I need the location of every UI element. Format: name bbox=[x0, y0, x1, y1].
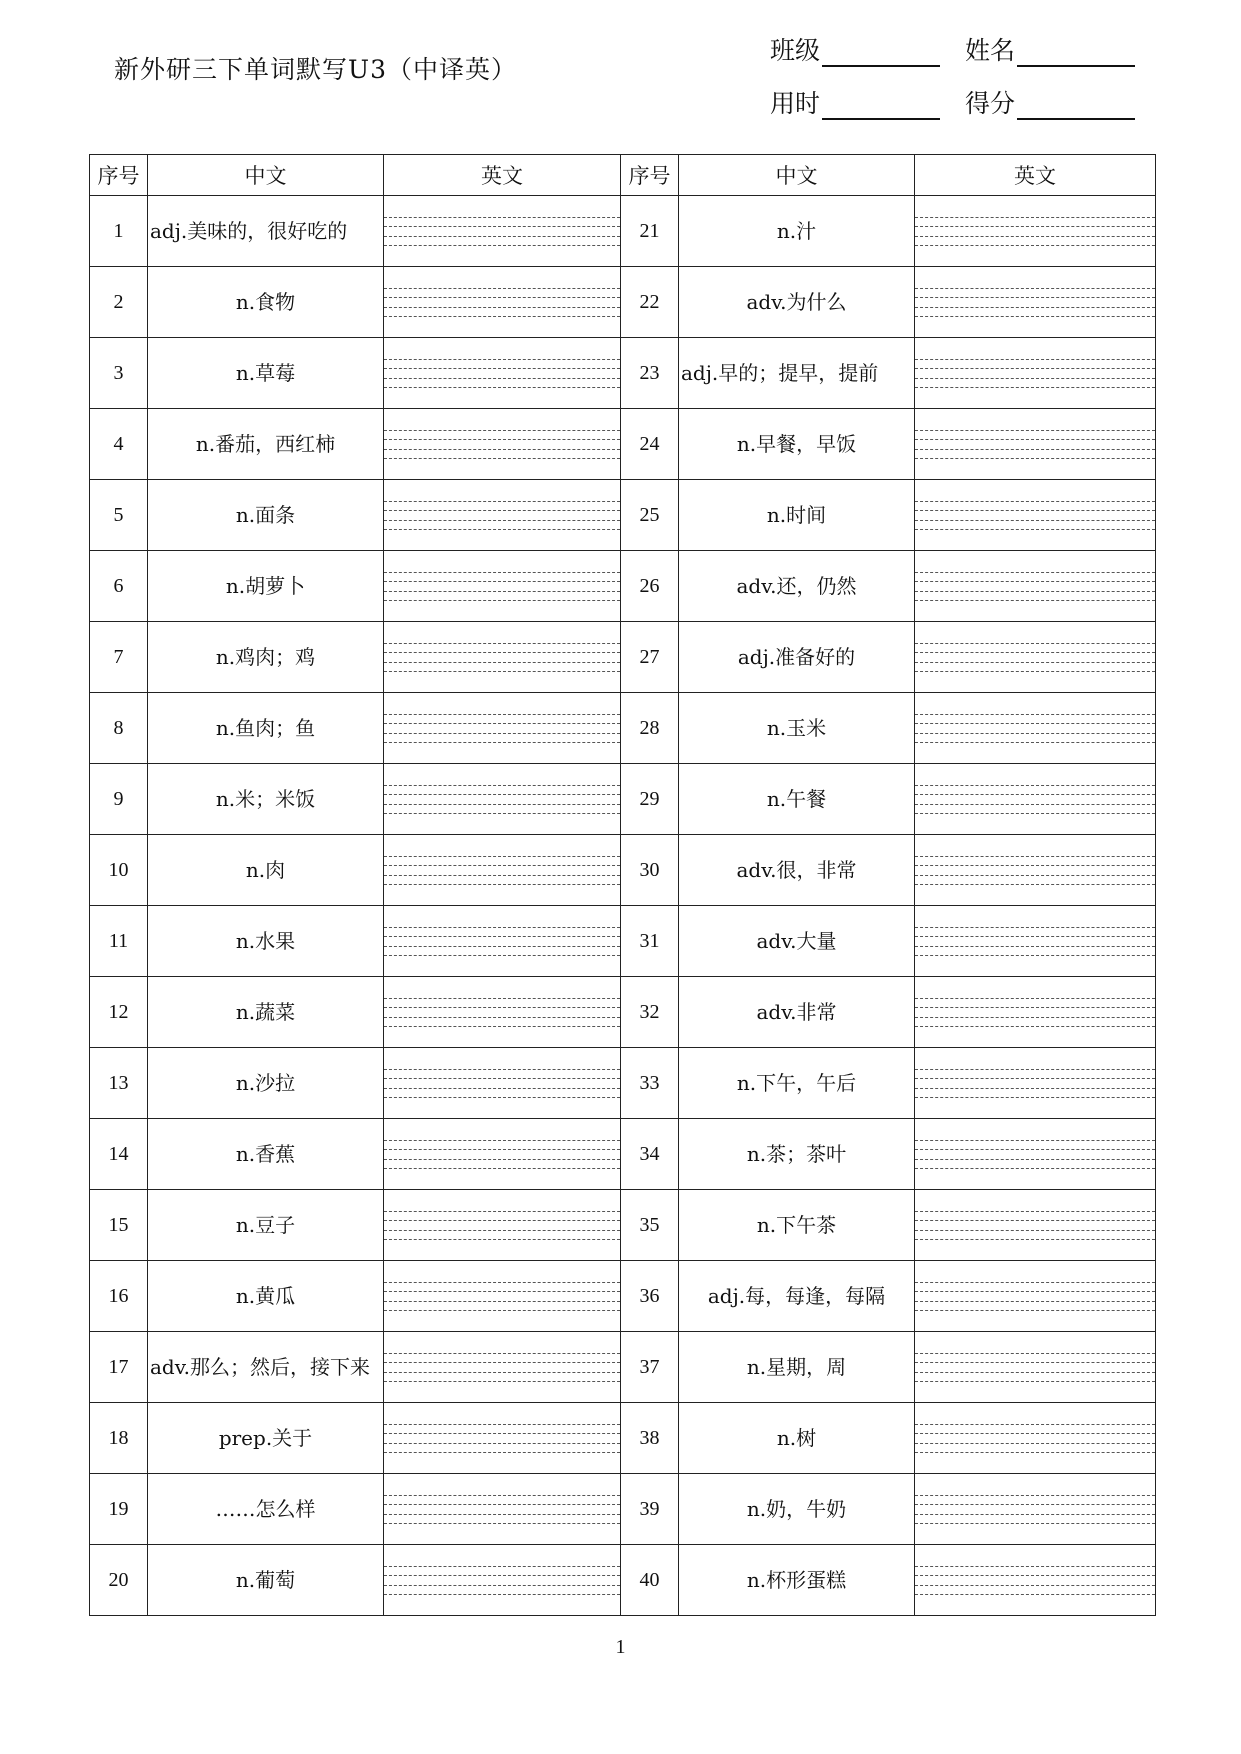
table-row bbox=[90, 693, 1156, 764]
english-answer-cell[interactable] bbox=[384, 480, 621, 551]
answer-writing-lines bbox=[384, 927, 620, 956]
english-answer-cell[interactable] bbox=[915, 1403, 1156, 1474]
item-number: 26 bbox=[621, 551, 679, 622]
english-answer-cell[interactable] bbox=[384, 409, 621, 480]
time-label: 用时 bbox=[770, 89, 821, 118]
chinese-prompt: n.豆子 bbox=[148, 1190, 384, 1261]
chinese-prompt: adv.非常 bbox=[679, 977, 915, 1048]
english-answer-cell[interactable] bbox=[384, 1474, 621, 1545]
english-answer-cell[interactable] bbox=[384, 1119, 621, 1190]
chinese-prompt: prep.关于 bbox=[148, 1403, 384, 1474]
item-number: 18 bbox=[90, 1403, 148, 1474]
english-answer-cell[interactable] bbox=[384, 693, 621, 764]
header-number-left: 序号 bbox=[90, 155, 148, 196]
answer-writing-lines bbox=[915, 856, 1155, 885]
item-number: 15 bbox=[90, 1190, 148, 1261]
item-number: 17 bbox=[90, 1332, 148, 1403]
english-answer-cell[interactable] bbox=[915, 835, 1156, 906]
chinese-prompt: n.下午，午后 bbox=[679, 1048, 915, 1119]
answer-writing-lines bbox=[915, 1495, 1155, 1524]
chinese-prompt: n.玉米 bbox=[679, 693, 915, 764]
score-blank-line[interactable] bbox=[1017, 96, 1135, 120]
name-label: 姓名 bbox=[965, 36, 1016, 65]
answer-writing-lines bbox=[915, 1424, 1155, 1453]
chinese-prompt: n.蔬菜 bbox=[148, 977, 384, 1048]
chinese-prompt: n.下午茶 bbox=[679, 1190, 915, 1261]
answer-writing-lines bbox=[384, 998, 620, 1027]
chinese-prompt: n.胡萝卜 bbox=[148, 551, 384, 622]
chinese-prompt: n.汁 bbox=[679, 196, 915, 267]
chinese-prompt: n.葡萄 bbox=[148, 1545, 384, 1616]
item-number: 13 bbox=[90, 1048, 148, 1119]
english-answer-cell[interactable] bbox=[384, 622, 621, 693]
table-row bbox=[90, 409, 1156, 480]
answer-writing-lines bbox=[384, 856, 620, 885]
class-label: 班级 bbox=[770, 36, 821, 65]
answer-writing-lines bbox=[384, 359, 620, 388]
name-field bbox=[965, 31, 1135, 67]
header-english-left: 英文 bbox=[384, 155, 621, 196]
answer-writing-lines bbox=[384, 217, 620, 246]
english-answer-cell[interactable] bbox=[384, 835, 621, 906]
name-blank-line[interactable] bbox=[1017, 43, 1135, 67]
chinese-prompt: n.食物 bbox=[148, 267, 384, 338]
item-number: 9 bbox=[90, 764, 148, 835]
english-answer-cell[interactable] bbox=[915, 1474, 1156, 1545]
answer-writing-lines bbox=[915, 1140, 1155, 1169]
answer-writing-lines bbox=[384, 1495, 620, 1524]
english-answer-cell[interactable] bbox=[384, 1261, 621, 1332]
item-number: 6 bbox=[90, 551, 148, 622]
answer-writing-lines bbox=[915, 1282, 1155, 1311]
answer-writing-lines bbox=[384, 714, 620, 743]
chinese-prompt: n.时间 bbox=[679, 480, 915, 551]
table-row bbox=[90, 906, 1156, 977]
answer-writing-lines bbox=[915, 998, 1155, 1027]
item-number: 25 bbox=[621, 480, 679, 551]
answer-writing-lines bbox=[384, 1211, 620, 1240]
header-english-right: 英文 bbox=[915, 155, 1156, 196]
answer-writing-lines bbox=[915, 1211, 1155, 1240]
time-field bbox=[770, 84, 940, 120]
table-row bbox=[90, 835, 1156, 906]
score-field bbox=[965, 84, 1135, 120]
english-answer-cell[interactable] bbox=[915, 622, 1156, 693]
answer-writing-lines bbox=[915, 643, 1155, 672]
item-number: 35 bbox=[621, 1190, 679, 1261]
english-answer-cell[interactable] bbox=[915, 196, 1156, 267]
item-number: 23 bbox=[621, 338, 679, 409]
table-row bbox=[90, 551, 1156, 622]
table-row bbox=[90, 1261, 1156, 1332]
chinese-prompt: n.杯形蛋糕 bbox=[679, 1545, 915, 1616]
answer-writing-lines bbox=[915, 501, 1155, 530]
time-blank-line[interactable] bbox=[822, 96, 940, 120]
item-number: 16 bbox=[90, 1261, 148, 1332]
item-number: 31 bbox=[621, 906, 679, 977]
item-number: 36 bbox=[621, 1261, 679, 1332]
table-row bbox=[90, 1474, 1156, 1545]
english-answer-cell[interactable] bbox=[915, 551, 1156, 622]
answer-writing-lines bbox=[384, 572, 620, 601]
item-number: 39 bbox=[621, 1474, 679, 1545]
answer-writing-lines bbox=[915, 785, 1155, 814]
english-answer-cell[interactable] bbox=[384, 1048, 621, 1119]
chinese-prompt: n.水果 bbox=[148, 906, 384, 977]
english-answer-cell[interactable] bbox=[915, 1332, 1156, 1403]
item-number: 1 bbox=[90, 196, 148, 267]
chinese-prompt: n.草莓 bbox=[148, 338, 384, 409]
header-number-right: 序号 bbox=[621, 155, 679, 196]
answer-writing-lines bbox=[384, 1353, 620, 1382]
item-number: 20 bbox=[90, 1545, 148, 1616]
english-answer-cell[interactable] bbox=[915, 906, 1156, 977]
item-number: 5 bbox=[90, 480, 148, 551]
answer-writing-lines bbox=[384, 430, 620, 459]
english-answer-cell[interactable] bbox=[384, 1545, 621, 1616]
english-answer-cell[interactable] bbox=[384, 906, 621, 977]
item-number: 14 bbox=[90, 1119, 148, 1190]
english-answer-cell[interactable] bbox=[384, 764, 621, 835]
answer-writing-lines bbox=[915, 927, 1155, 956]
answer-writing-lines bbox=[384, 785, 620, 814]
english-answer-cell[interactable] bbox=[915, 977, 1156, 1048]
chinese-prompt: adv.那么；然后，接下来 bbox=[148, 1332, 384, 1403]
english-answer-cell[interactable] bbox=[384, 196, 621, 267]
item-number: 34 bbox=[621, 1119, 679, 1190]
item-number: 37 bbox=[621, 1332, 679, 1403]
answer-writing-lines bbox=[384, 1566, 620, 1595]
item-number: 28 bbox=[621, 693, 679, 764]
chinese-prompt: n.星期，周 bbox=[679, 1332, 915, 1403]
table-header-row bbox=[90, 155, 1156, 196]
chinese-prompt: ……怎么样 bbox=[148, 1474, 384, 1545]
chinese-prompt: n.午餐 bbox=[679, 764, 915, 835]
english-answer-cell[interactable] bbox=[384, 1332, 621, 1403]
english-answer-cell[interactable] bbox=[915, 1119, 1156, 1190]
english-answer-cell[interactable] bbox=[384, 267, 621, 338]
item-number: 38 bbox=[621, 1403, 679, 1474]
answer-writing-lines bbox=[384, 501, 620, 530]
chinese-prompt: adj.准备好的 bbox=[679, 622, 915, 693]
english-answer-cell[interactable] bbox=[384, 1403, 621, 1474]
english-answer-cell[interactable] bbox=[915, 1190, 1156, 1261]
class-field bbox=[770, 31, 940, 67]
table-row bbox=[90, 267, 1156, 338]
worksheet-title: 新外研三下单词默写U3（中译英） bbox=[114, 55, 517, 84]
item-number: 27 bbox=[621, 622, 679, 693]
table-row bbox=[90, 338, 1156, 409]
item-number: 29 bbox=[621, 764, 679, 835]
table-row bbox=[90, 1190, 1156, 1261]
item-number: 7 bbox=[90, 622, 148, 693]
answer-writing-lines bbox=[915, 359, 1155, 388]
chinese-prompt: n.肉 bbox=[148, 835, 384, 906]
english-answer-cell[interactable] bbox=[915, 267, 1156, 338]
chinese-prompt: n.早餐，早饭 bbox=[679, 409, 915, 480]
answer-writing-lines bbox=[384, 1424, 620, 1453]
table-row bbox=[90, 1403, 1156, 1474]
item-number: 2 bbox=[90, 267, 148, 338]
chinese-prompt: n.面条 bbox=[148, 480, 384, 551]
class-blank-line[interactable] bbox=[822, 43, 940, 67]
answer-writing-lines bbox=[915, 1353, 1155, 1382]
table-row bbox=[90, 1119, 1156, 1190]
table-row bbox=[90, 1545, 1156, 1616]
table-row bbox=[90, 196, 1156, 267]
english-answer-cell[interactable] bbox=[384, 1190, 621, 1261]
table-row bbox=[90, 480, 1156, 551]
score-label: 得分 bbox=[965, 89, 1016, 118]
english-answer-cell[interactable] bbox=[915, 693, 1156, 764]
chinese-prompt: adj.早的；提早，提前 bbox=[679, 338, 915, 409]
header-chinese-left: 中文 bbox=[148, 155, 384, 196]
chinese-prompt: n.树 bbox=[679, 1403, 915, 1474]
item-number: 33 bbox=[621, 1048, 679, 1119]
vocabulary-table bbox=[89, 154, 1156, 1616]
item-number: 12 bbox=[90, 977, 148, 1048]
chinese-prompt: n.茶；茶叶 bbox=[679, 1119, 915, 1190]
answer-writing-lines bbox=[384, 643, 620, 672]
chinese-prompt: adj.美味的，很好吃的 bbox=[148, 196, 384, 267]
item-number: 11 bbox=[90, 906, 148, 977]
english-answer-cell[interactable] bbox=[915, 764, 1156, 835]
english-answer-cell[interactable] bbox=[915, 338, 1156, 409]
answer-writing-lines bbox=[915, 714, 1155, 743]
table-row bbox=[90, 622, 1156, 693]
chinese-prompt: n.香蕉 bbox=[148, 1119, 384, 1190]
chinese-prompt: adv.还，仍然 bbox=[679, 551, 915, 622]
chinese-prompt: n.番茄，西红柿 bbox=[148, 409, 384, 480]
item-number: 3 bbox=[90, 338, 148, 409]
header-chinese-right: 中文 bbox=[679, 155, 915, 196]
answer-writing-lines bbox=[384, 288, 620, 317]
chinese-prompt: n.沙拉 bbox=[148, 1048, 384, 1119]
chinese-prompt: n.黄瓜 bbox=[148, 1261, 384, 1332]
english-answer-cell[interactable] bbox=[384, 551, 621, 622]
item-number: 32 bbox=[621, 977, 679, 1048]
chinese-prompt: n.鱼肉；鱼 bbox=[148, 693, 384, 764]
answer-writing-lines bbox=[915, 572, 1155, 601]
answer-writing-lines bbox=[915, 1566, 1155, 1595]
answer-writing-lines bbox=[915, 1069, 1155, 1098]
english-answer-cell[interactable] bbox=[915, 1048, 1156, 1119]
answer-writing-lines bbox=[915, 217, 1155, 246]
answer-writing-lines bbox=[915, 288, 1155, 317]
chinese-prompt: n.奶，牛奶 bbox=[679, 1474, 915, 1545]
item-number: 40 bbox=[621, 1545, 679, 1616]
chinese-prompt: adv.很，非常 bbox=[679, 835, 915, 906]
table-row bbox=[90, 1048, 1156, 1119]
page-number: 1 bbox=[615, 1636, 626, 1658]
table-row bbox=[90, 764, 1156, 835]
item-number: 21 bbox=[621, 196, 679, 267]
item-number: 22 bbox=[621, 267, 679, 338]
item-number: 10 bbox=[90, 835, 148, 906]
english-answer-cell[interactable] bbox=[384, 338, 621, 409]
chinese-prompt: n.米；米饭 bbox=[148, 764, 384, 835]
english-answer-cell[interactable] bbox=[915, 480, 1156, 551]
table-row bbox=[90, 977, 1156, 1048]
answer-writing-lines bbox=[384, 1282, 620, 1311]
table-row bbox=[90, 1332, 1156, 1403]
chinese-prompt: n.鸡肉；鸡 bbox=[148, 622, 384, 693]
item-number: 8 bbox=[90, 693, 148, 764]
english-answer-cell[interactable] bbox=[915, 1261, 1156, 1332]
chinese-prompt: adv.大量 bbox=[679, 906, 915, 977]
answer-writing-lines bbox=[384, 1140, 620, 1169]
english-answer-cell[interactable] bbox=[915, 409, 1156, 480]
answer-writing-lines bbox=[915, 430, 1155, 459]
item-number: 24 bbox=[621, 409, 679, 480]
item-number: 4 bbox=[90, 409, 148, 480]
answer-writing-lines bbox=[384, 1069, 620, 1098]
english-answer-cell[interactable] bbox=[915, 1545, 1156, 1616]
chinese-prompt: adv.为什么 bbox=[679, 267, 915, 338]
english-answer-cell[interactable] bbox=[384, 977, 621, 1048]
item-number: 30 bbox=[621, 835, 679, 906]
item-number: 19 bbox=[90, 1474, 148, 1545]
chinese-prompt: adj.每，每逢，每隔 bbox=[679, 1261, 915, 1332]
